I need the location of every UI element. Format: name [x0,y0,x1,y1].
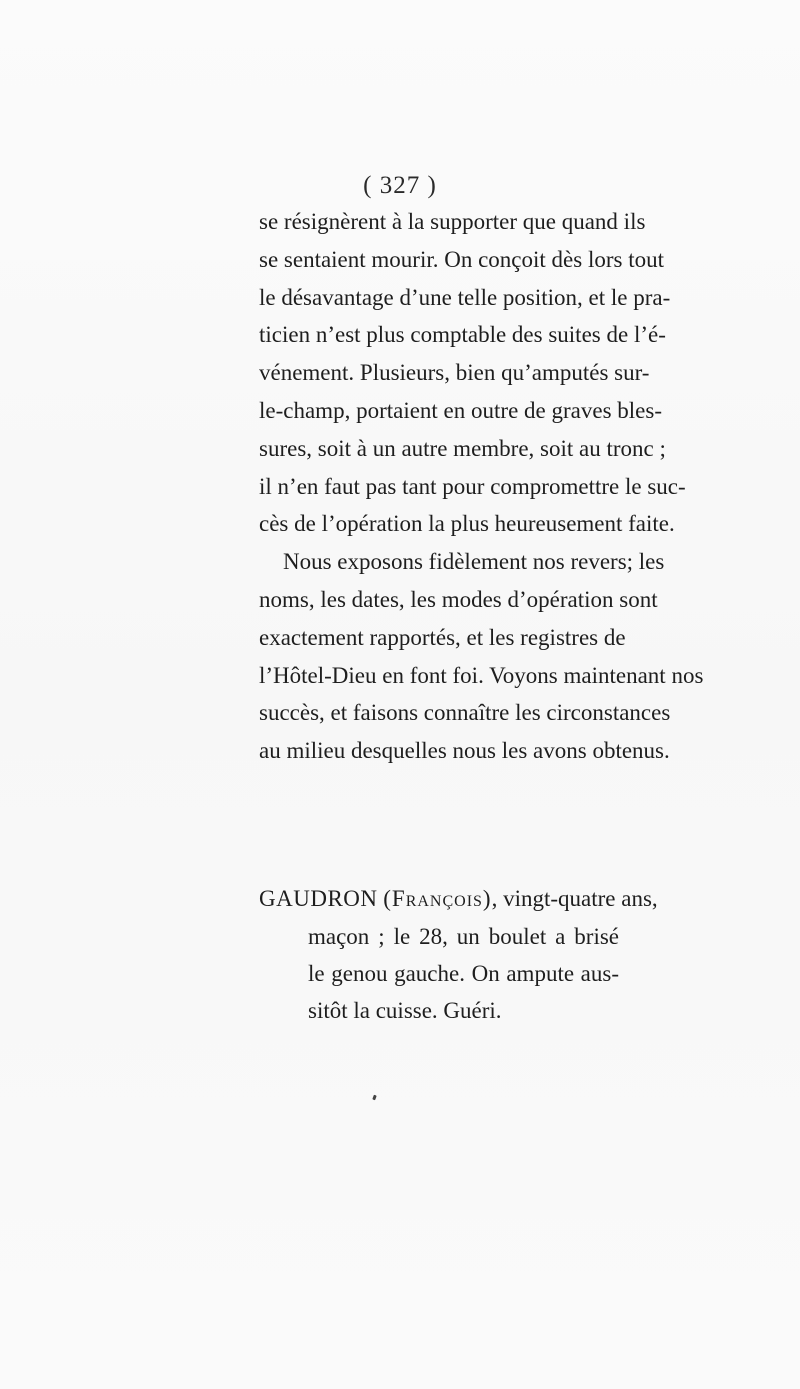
text-line: l’Hôtel-Dieu en font foi. Voyons maintenant nos [259,662,704,688]
page-number: ( 327 ) [363,172,437,199]
text-line: succès, et faisons connaître les circonstances [259,700,671,726]
text-line: ticien n’est plus comptable des suites de l’é- [259,322,666,348]
entry-first-line-rest: , vingt-quatre ans, [491,886,658,911]
entry-line: le genou gauche. On ampute aus- [308,961,619,986]
text-line: sures, soit à un autre membre, soit au tronc ; [259,435,666,461]
entry-line: maçon ; le 28, un boulet a brisé [308,924,619,949]
body-text [259,203,704,770]
text-line: exactement rapportés, et les registres de [259,624,626,650]
entry-line: sitôt la cuisse. Guéri. [308,998,502,1023]
text-line: au milieu desquelles nous les avons obtenus. [259,738,670,764]
text-line: Nous exposons fidèlement nos revers; les [283,549,665,575]
text-line: se résignèrent à la supporter que quand ils [259,209,646,234]
entry-heading-line [259,880,658,918]
text-line: il n’en faut pas tant pour compromettre le suc- [259,473,686,499]
ink-speck [372,1095,377,1101]
text-line: le-champ, portaient en outre de graves bles- [259,397,662,423]
entry-surname: GAUDRON [259,886,378,911]
entry-given-name: (François) [383,886,492,911]
text-line: le désavantage d’une telle position, et le pra- [259,284,671,310]
text-line: cès de l’opération la plus heureusement faite. [259,511,675,537]
case-entry [259,880,658,1029]
text-line: noms, les dates, les modes d’opération sont [259,586,658,612]
text-line: vénement. Plusieurs, bien qu’amputés sur- [259,360,650,386]
text-line: se sentaient mourir. On conçoit dès lors tout [259,246,664,272]
